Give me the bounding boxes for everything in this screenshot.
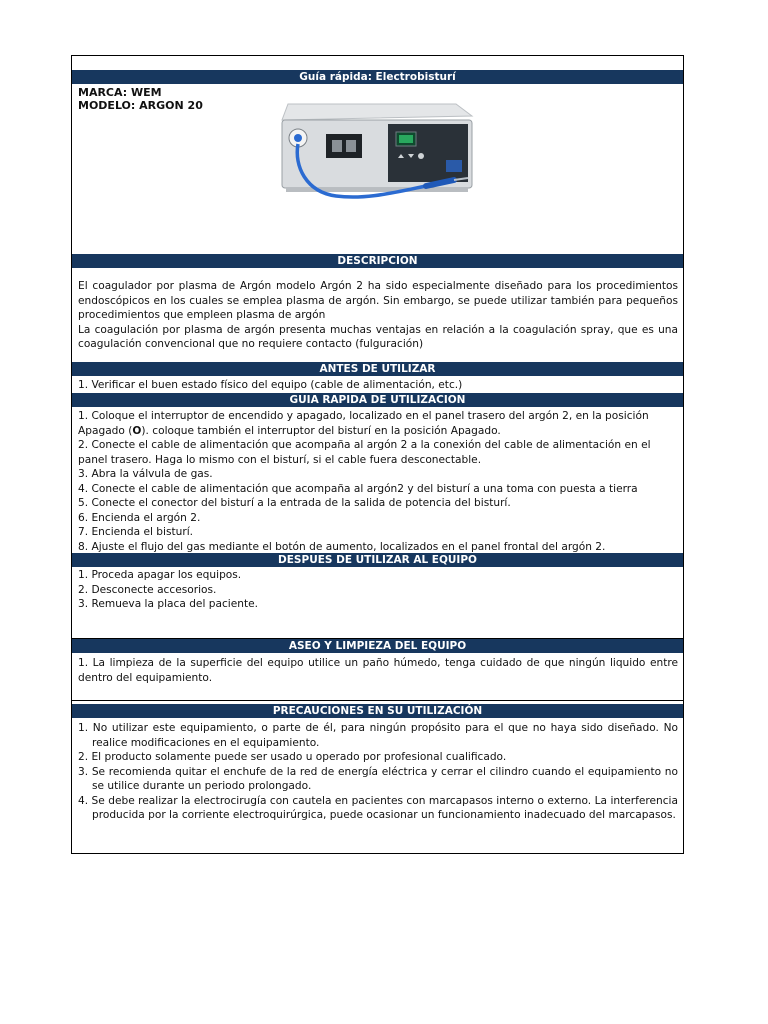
quick-guide-document	[71, 55, 684, 854]
despues-item-3: 3. Remueva la placa del paciente.	[78, 598, 259, 610]
precauciones-title: PRECAUCIONES EN SU UTILIZACIÓN	[72, 704, 683, 718]
guia-list	[78, 409, 678, 554]
guia-item-1-symbol: O	[132, 424, 142, 437]
guia-item-1-text-c: ). coloque también el interruptor del bisturí en la posición Apagado.	[141, 424, 501, 437]
divider	[72, 700, 683, 701]
despues-item-2: 2. Desconecte accesorios.	[78, 583, 217, 596]
guia-item-1	[78, 409, 678, 438]
guia-item-2: 2. Conecte el cable de alimentación que acompaña al argón 2 a la conexión del cable de alimentación en el panel trasero. Haga lo mismo con el bisturí, si el cable fuera desconectable.	[78, 439, 651, 466]
antes-title: ANTES DE UTILIZAR	[72, 362, 683, 376]
descripcion-p2: La coagulación por plasma de argón presenta muchas ventajas en relación a la coagulación spray, que es una coagulación convencional que no requiere contacto (fulguración)	[78, 323, 678, 350]
despues-list	[78, 568, 678, 612]
brand-modelo: MODELO: ARGON 20	[78, 99, 203, 112]
guia-item-4: 4. Conecte el cable de alimentación que acompaña al argón2 y del bisturí a una toma con puesta a tierra	[78, 482, 638, 495]
descripcion-text	[78, 279, 678, 352]
guia-item-5: 5. Conecte el conector del bisturí a la entrada de la salida de potencia del bisturí.	[78, 497, 511, 509]
guia-item-6: 6. Encienda el argón 2.	[78, 511, 201, 524]
precauciones-list	[78, 721, 678, 823]
guia-item-7: 7. Encienda el bisturí.	[78, 526, 194, 538]
despues-item-1: 1. Proceda apagar los equipos.	[78, 569, 242, 581]
precaucion-item-2: 2. El producto solamente puede ser usado u operado por profesional cualificado.	[78, 751, 507, 763]
descripcion-title: DESCRIPCION	[72, 254, 683, 268]
brand-marca: MARCA: WEM	[78, 86, 162, 99]
precaucion-item-1: 1. No utilizar este equipamiento, o parte de él, para ningún propósito para el que no haya sido diseñado. No realice modificaciones en el equipamiento.	[78, 722, 678, 749]
descripcion-p1: El coagulador por plasma de Argón modelo Argón 2 ha sido especialmente diseñado para los procedimientos endoscópicos en los cuales se emplea plasma de argón. Sin embargo, se puede utilizar también para pequeños procedimientos que empleen plasma de argón	[78, 280, 678, 321]
aseo-title: ASEO Y LIMPIEZA DEL EQUIPO	[72, 639, 683, 653]
aseo-text: 1. La limpieza de la superficie del equipo utilice un paño húmedo, tenga cuidado de que ningún liquido entre dentro del equipamiento.	[78, 657, 678, 684]
precaucion-item-3: 3. Se recomienda quitar el enchufe de la red de energía eléctrica y cerrar el cilindro cuando el equipamiento no se utilice durante un periodo prolongado.	[78, 765, 678, 792]
header-title: Guía rápida: Electrobisturí	[72, 70, 683, 84]
antes-item: 1. Verificar el buen estado físico del equipo (cable de alimentación, etc.)	[78, 379, 463, 391]
guia-title: GUIA RAPIDA DE UTILIZACION	[72, 393, 683, 407]
guia-item-8: 8. Ajuste el flujo del gas mediante el botón de aumento, localizados en el panel frontal del argón 2.	[78, 540, 606, 553]
precaucion-item-4: 4. Se debe realizar la electrocirugía con cautela en pacientes con marcapasos interno o externo. La interferencia producida por la corriente electroquirúrgica, puede ocasionar un funcionamiento inadecuado del marcapasos.	[78, 794, 678, 821]
guia-item-3: 3. Abra la válvula de gas.	[78, 468, 213, 480]
guia-item-1-text-a: 1. Coloque el interruptor de encendido y apagado, localizado en el panel trasero del argón 2, en la posición Apagado (	[78, 410, 649, 437]
brand-block	[78, 86, 203, 112]
antes-list	[78, 378, 678, 393]
despues-title: DESPUES DE UTILIZAR AL EQUIPO	[72, 553, 683, 567]
electrosurgical-unit-icon	[276, 96, 476, 211]
